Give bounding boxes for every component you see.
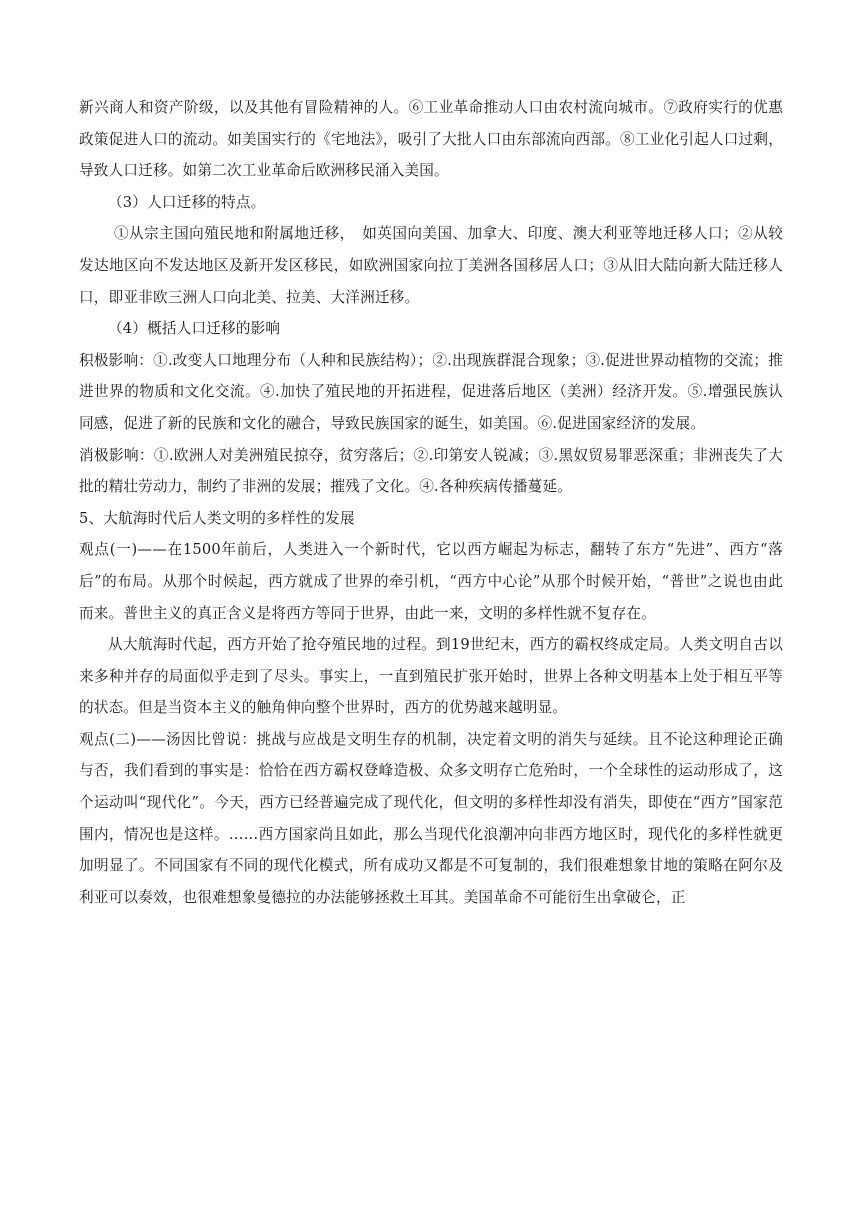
paragraph-migration-causes: 新兴商人和资产阶级，以及其他有冒险精神的人。⑥工业革命推动人口由农村流向城市。⑦政府实行的优惠政策促进人口的流动。如美国实行的《宅地法》，吸引了大批人口由东部流向西部。⑧工业化引起人口过剩，导致人口迁移。如第二次工业革命后欧洲移民涌入美国。 — [79, 99, 783, 180]
paragraph-positive-impact: 积极影响：①.改变人口地理分布（人种和民族结构）；②.出现族群混合现象；③.促进世界动植物的交流；推进世界的物质和文化交流。④.加快了殖民地的开拓进程，促进落后地区（美洲）经济开发。⑤.增强民族认同感，促进了新的民族和文化的融合，导致民族国家的诞生，如美国。⑥.促进国家经济的发展。 — [79, 351, 783, 432]
document-page — [79, 92, 783, 913]
paragraph-viewpoint-one: 观点(一)——在1500年前后，人类进入一个新时代，它以西方崛起为标志，翻转了东方“先进”、西方“落后”的布局。从那个时候起，西方就成了世界的牵引机，“西方中心论”从那个时候开始，“普世”之说也由此而来。普世主义的真正含义是将西方等同于世界，由此一来，文明的多样性就不复存在。 — [79, 541, 783, 622]
paragraph-migration-features: ①从宗主国向殖民地和附属地迁移， 如英国向美国、加拿大、印度、澳大利亚等地迁移人口；②从较发达地区向不发达地区及新开发区移民，如欧洲国家向拉丁美洲各国移居人口；③从旧大陆向新大陆迁移人口，即亚非欧三洲人口向北美、拉美、大洋洲迁移。 — [79, 225, 783, 306]
section-heading-civilization-diversity: 5、大航海时代后人类文明的多样性的发展 — [79, 509, 355, 527]
heading-migration-features: （3）人口迁移的特点。 — [108, 193, 266, 211]
paragraph-negative-impact: 消极影响：①.欧洲人对美洲殖民掠夺，贫穷落后；②.印第安人锐减；③.黑奴贸易罪恶深重；非洲丧失了大批的精壮劳动力，制约了非洲的发展；摧残了文化。④.各种疾病传播蔓延。 — [79, 446, 783, 496]
heading-migration-impact: （4）概括人口迁移的影响 — [108, 320, 281, 338]
paragraph-colonial-expansion: 从大航海时代起，西方开始了抢夺殖民地的过程。到19世纪末，西方的霸权终成定局。人类文明自古以来多种并存的局面似乎走到了尽头。事实上，一直到殖民扩张开始时，世界上各种文明基本上处于相互平等的状态。但是当资本主义的触角伸向整个世界时，西方的优势越来越明显。 — [79, 636, 783, 717]
paragraph-viewpoint-two: 观点(二)——汤因比曾说：挑战与应战是文明生存的机制，决定着文明的消失与延续。且不论这种理论正确与否，我们看到的事实是：恰恰在西方霸权登峰造极、众多文明存亡危殆时，一个全球性的运动形成了，这个运动叫“现代化”。今天，西方已经普遍完成了现代化，但文明的多样性却没有消失，即使在“西方”国家范围内，情况也是这样。……西方国家尚且如此，那么当现代化浪潮冲向非西方地区时，现代化的多样性就更加明显了。不同国家有不同的现代化模式，所有成功又都是不可复制的，我们很难想象甘地的策略在阿尔及利亚可以奏效，也很难想象曼德拉的办法能够拯救土耳其。美国革命不可能衍生出拿破仑，正 — [79, 730, 783, 906]
